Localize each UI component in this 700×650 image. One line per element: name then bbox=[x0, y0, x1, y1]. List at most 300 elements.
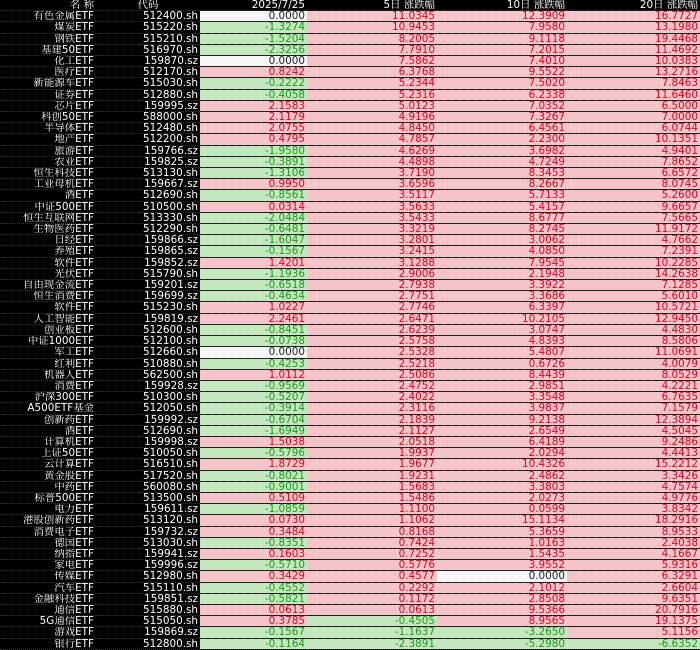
table-row[interactable] bbox=[0, 134, 700, 145]
table-row[interactable] bbox=[0, 190, 700, 201]
table-row[interactable] bbox=[0, 425, 700, 436]
etf-name-cell: 游戏ETF bbox=[0, 627, 96, 638]
20day-change-cell: 10.2285 bbox=[567, 257, 700, 268]
table-row[interactable] bbox=[0, 33, 700, 44]
10day-change-cell: 6.2338 bbox=[437, 89, 567, 100]
20day-change-cell: 5.1156 bbox=[567, 627, 700, 638]
table-row[interactable] bbox=[0, 616, 700, 627]
20day-change-cell: 18.2916 bbox=[567, 515, 700, 526]
5day-change-cell: 10.9453 bbox=[307, 22, 437, 33]
day-change-cell: -0.6481 bbox=[200, 224, 307, 235]
day-change-cell: 0.8242 bbox=[200, 67, 307, 78]
etf-code-cell: 159851.sz bbox=[96, 593, 200, 604]
table-row[interactable] bbox=[0, 145, 700, 156]
day-change-cell: 0.3785 bbox=[200, 616, 307, 627]
5day-change-cell: -2.3891 bbox=[307, 638, 437, 649]
5day-change-cell: 2.0518 bbox=[307, 436, 437, 447]
etf-code-cell: 159992.sz bbox=[96, 414, 200, 425]
day-change-cell: 2.1583 bbox=[200, 100, 307, 111]
etf-name-cell: 恒生互联网ETF bbox=[0, 212, 96, 223]
table-row[interactable] bbox=[0, 515, 700, 526]
etf-code-cell: 513030.sh bbox=[96, 537, 200, 548]
20day-change-cell: 20.7916 bbox=[567, 604, 700, 615]
col-header-name[interactable]: 名 称 bbox=[0, 0, 96, 11]
etf-name-cell: 新能源车ETF bbox=[0, 78, 96, 89]
etf-name-cell: 软件ETF bbox=[0, 257, 96, 268]
5day-change-cell: 0.7424 bbox=[307, 537, 437, 548]
etf-name-cell: 红利ETF bbox=[0, 358, 96, 369]
day-change-cell: -0.8021 bbox=[200, 470, 307, 481]
etf-name-cell: 中证1000ETF bbox=[0, 336, 96, 347]
etf-name-cell: 证券ETF bbox=[0, 89, 96, 100]
5day-change-cell: 2.4752 bbox=[307, 380, 437, 391]
table-row[interactable] bbox=[0, 627, 700, 638]
5day-change-cell: 1.1100 bbox=[307, 504, 437, 515]
20day-change-cell: 7.1285 bbox=[567, 280, 700, 291]
5day-change-cell: 2.4022 bbox=[307, 392, 437, 403]
5day-change-cell: 1.9231 bbox=[307, 470, 437, 481]
10day-change-cell: 9.2138 bbox=[437, 414, 567, 425]
table-row[interactable] bbox=[0, 324, 700, 335]
table-row[interactable] bbox=[0, 201, 700, 212]
table-row[interactable] bbox=[0, 380, 700, 391]
20day-change-cell: 9.2486 bbox=[567, 436, 700, 447]
5day-change-cell: 0.8168 bbox=[307, 526, 437, 537]
20day-change-cell: 11.6460 bbox=[567, 89, 700, 100]
etf-code-cell: 159667.sz bbox=[96, 179, 200, 190]
etf-name-cell: 光伏ETF bbox=[0, 268, 96, 279]
10day-change-cell: 15.1134 bbox=[437, 515, 567, 526]
etf-name-cell: 机器人ETF bbox=[0, 369, 96, 380]
day-change-cell: -0.9001 bbox=[200, 481, 307, 492]
day-change-cell: 0.3429 bbox=[200, 571, 307, 582]
10day-change-cell: 9.5366 bbox=[437, 604, 567, 615]
5day-change-cell: 6.3768 bbox=[307, 67, 437, 78]
10day-change-cell: -5.2980 bbox=[437, 638, 567, 649]
day-change-cell: 2.0755 bbox=[200, 123, 307, 134]
col-header-day-change[interactable]: 2025/7/25 bbox=[200, 0, 307, 11]
20day-change-cell: 11.4692 bbox=[567, 44, 700, 55]
etf-code-cell: 512980.sh bbox=[96, 571, 200, 582]
etf-name-cell: 创新药ETF bbox=[0, 414, 96, 425]
10day-change-cell: 2.1012 bbox=[437, 582, 567, 593]
etf-code-cell: 515790.sh bbox=[96, 268, 200, 279]
20day-change-cell: 11.9172 bbox=[567, 224, 700, 235]
etf-name-cell: 恒生科技ETF bbox=[0, 168, 96, 179]
5day-change-cell: 1.5683 bbox=[307, 481, 437, 492]
5day-change-cell: 2.1839 bbox=[307, 414, 437, 425]
5day-change-cell: 0.1172 bbox=[307, 593, 437, 604]
5day-change-cell: 4.8450 bbox=[307, 123, 437, 134]
10day-change-cell: 3.3548 bbox=[437, 392, 567, 403]
table-row[interactable] bbox=[0, 224, 700, 235]
table-row[interactable] bbox=[0, 156, 700, 167]
table-row[interactable] bbox=[0, 414, 700, 425]
5day-change-cell: 7.7910 bbox=[307, 44, 437, 55]
10day-change-cell: 2.8508 bbox=[437, 593, 567, 604]
20day-change-cell: 19.4468 bbox=[567, 33, 700, 44]
day-change-cell: -2.3256 bbox=[200, 44, 307, 55]
20day-change-cell: 4.1667 bbox=[567, 548, 700, 559]
20day-change-cell: 6.0744 bbox=[567, 123, 700, 134]
etf-code-cell: 513500.sh bbox=[96, 492, 200, 503]
etf-name-cell: 酒ETF bbox=[0, 425, 96, 436]
20day-change-cell: 14.2638 bbox=[567, 268, 700, 279]
20day-change-cell: 6.3291 bbox=[567, 571, 700, 582]
day-change-cell: -0.1164 bbox=[200, 638, 307, 649]
table-row[interactable] bbox=[0, 44, 700, 55]
5day-change-cell: -1.1637 bbox=[307, 627, 437, 638]
etf-name-cell: 云计算ETF bbox=[0, 459, 96, 470]
table-row[interactable] bbox=[0, 392, 700, 403]
20day-change-cell: 3.8342 bbox=[567, 504, 700, 515]
20day-change-cell: 15.2212 bbox=[567, 459, 700, 470]
etf-name-cell: 旅游ETF bbox=[0, 145, 96, 156]
table-row[interactable] bbox=[0, 638, 700, 649]
day-change-cell: 1.4201 bbox=[200, 257, 307, 268]
10day-change-cell: 8.9565 bbox=[437, 616, 567, 627]
5day-change-cell: 0.5776 bbox=[307, 560, 437, 571]
day-change-cell: -1.9580 bbox=[200, 145, 307, 156]
etf-name-cell: 德国ETF bbox=[0, 537, 96, 548]
20day-change-cell: 8.0745 bbox=[567, 179, 700, 190]
5day-change-cell: 1.9677 bbox=[307, 459, 437, 470]
etf-code-cell: 515230.sh bbox=[96, 302, 200, 313]
10day-change-cell: 3.3922 bbox=[437, 280, 567, 291]
table-row[interactable] bbox=[0, 291, 700, 302]
10day-change-cell: 0.6726 bbox=[437, 358, 567, 369]
col-header-10day-change[interactable]: 10日 涨跌幅 bbox=[437, 0, 567, 11]
etf-name-cell: 创业板ETF bbox=[0, 324, 96, 335]
table-row[interactable] bbox=[0, 100, 700, 111]
table-row[interactable] bbox=[0, 571, 700, 582]
10day-change-cell: -3.2650 bbox=[437, 627, 567, 638]
10day-change-cell: 7.9545 bbox=[437, 257, 567, 268]
5day-change-cell: 2.1127 bbox=[307, 425, 437, 436]
day-change-cell: -0.1567 bbox=[200, 246, 307, 257]
table-row[interactable] bbox=[0, 582, 700, 593]
day-change-cell: -0.8561 bbox=[200, 190, 307, 201]
etf-code-cell: 512290.sh bbox=[96, 224, 200, 235]
10day-change-cell: 4.0850 bbox=[437, 246, 567, 257]
etf-name-cell: A500ETF基金 bbox=[0, 403, 96, 414]
etf-code-cell: 159201.sz bbox=[96, 280, 200, 291]
day-change-cell: -1.3106 bbox=[200, 168, 307, 179]
etf-name-cell: 标普500ETF bbox=[0, 492, 96, 503]
10day-change-cell: 3.6982 bbox=[437, 145, 567, 156]
10day-change-cell: 8.2745 bbox=[437, 224, 567, 235]
etf-code-cell: 516970.sh bbox=[96, 44, 200, 55]
table-row[interactable] bbox=[0, 436, 700, 447]
etf-code-cell: 513330.sh bbox=[96, 212, 200, 223]
10day-change-cell: 7.0352 bbox=[437, 100, 567, 111]
header-row bbox=[0, 0, 700, 11]
table-row[interactable] bbox=[0, 313, 700, 324]
day-change-cell: 0.3484 bbox=[200, 526, 307, 537]
10day-change-cell: 7.4010 bbox=[437, 56, 567, 67]
table-row[interactable] bbox=[0, 448, 700, 459]
etf-code-cell: 513120.sh bbox=[96, 515, 200, 526]
5day-change-cell: 4.4898 bbox=[307, 156, 437, 167]
day-change-cell: -2.0484 bbox=[200, 212, 307, 223]
20day-change-cell: 4.2221 bbox=[567, 380, 700, 391]
day-change-cell: 1.0227 bbox=[200, 302, 307, 313]
etf-code-cell: 510300.sh bbox=[96, 392, 200, 403]
table-row[interactable] bbox=[0, 492, 700, 503]
col-header-code[interactable]: 代码 bbox=[96, 0, 200, 11]
table-row[interactable] bbox=[0, 280, 700, 291]
table-row[interactable] bbox=[0, 369, 700, 380]
table-row[interactable] bbox=[0, 246, 700, 257]
table-row[interactable] bbox=[0, 604, 700, 615]
table-row[interactable] bbox=[0, 336, 700, 347]
day-change-cell: -1.6047 bbox=[200, 235, 307, 246]
day-change-cell: -0.6518 bbox=[200, 280, 307, 291]
etf-code-cell: 560080.sh bbox=[96, 481, 200, 492]
10day-change-cell: 8.4439 bbox=[437, 369, 567, 380]
10day-change-cell: 3.3686 bbox=[437, 291, 567, 302]
etf-code-cell: 159819.sz bbox=[96, 313, 200, 324]
table-row[interactable] bbox=[0, 526, 700, 537]
etf-name-cell: 汽车ETF bbox=[0, 582, 96, 593]
etf-code-cell: 159766.sz bbox=[96, 145, 200, 156]
etf-name-cell: 港股创新药ETF bbox=[0, 515, 96, 526]
day-change-cell: 0.0000 bbox=[200, 11, 307, 22]
day-change-cell: 0.0000 bbox=[200, 347, 307, 358]
etf-code-cell: 516510.sh bbox=[96, 459, 200, 470]
etf-code-cell: 513130.sh bbox=[96, 168, 200, 179]
5day-change-cell: 2.7938 bbox=[307, 280, 437, 291]
table-row[interactable] bbox=[0, 403, 700, 414]
20day-change-cell: 4.4830 bbox=[567, 324, 700, 335]
etf-name-cell: 军工ETF bbox=[0, 347, 96, 358]
etf-code-cell: 515050.sh bbox=[96, 616, 200, 627]
day-change-cell: -1.6949 bbox=[200, 425, 307, 436]
day-change-cell: -1.5204 bbox=[200, 33, 307, 44]
5day-change-cell: 4.9196 bbox=[307, 112, 437, 123]
table-row[interactable] bbox=[0, 560, 700, 571]
etf-code-cell: 515110.sh bbox=[96, 582, 200, 593]
day-change-cell: -1.3274 bbox=[200, 22, 307, 33]
table-row[interactable] bbox=[0, 537, 700, 548]
5day-change-cell: 1.9937 bbox=[307, 448, 437, 459]
20day-change-cell: 5.6010 bbox=[567, 291, 700, 302]
etf-name-cell: 中药ETF bbox=[0, 481, 96, 492]
etf-name-cell: 半导体ETF bbox=[0, 123, 96, 134]
10day-change-cell: 0.0599 bbox=[437, 504, 567, 515]
table-row[interactable] bbox=[0, 112, 700, 123]
table-row[interactable] bbox=[0, 593, 700, 604]
20day-change-cell: 16.7727 bbox=[567, 11, 700, 22]
5day-change-cell: 5.2344 bbox=[307, 78, 437, 89]
20day-change-cell: 5.9316 bbox=[567, 560, 700, 571]
20day-change-cell: 8.5806 bbox=[567, 336, 700, 347]
etf-code-cell: 517520.sh bbox=[96, 470, 200, 481]
10day-change-cell: 1.5435 bbox=[437, 548, 567, 559]
5day-change-cell: 0.2292 bbox=[307, 582, 437, 593]
day-change-cell: 0.0613 bbox=[200, 604, 307, 615]
table-row[interactable] bbox=[0, 89, 700, 100]
day-change-cell: -0.5796 bbox=[200, 448, 307, 459]
etf-code-cell: 512480.sh bbox=[96, 123, 200, 134]
10day-change-cell: 3.0747 bbox=[437, 324, 567, 335]
day-change-cell: 0.4795 bbox=[200, 134, 307, 145]
etf-code-cell: 515030.sh bbox=[96, 78, 200, 89]
5day-change-cell: 5.0123 bbox=[307, 100, 437, 111]
10day-change-cell: 7.5020 bbox=[437, 78, 567, 89]
5day-change-cell: 5.2316 bbox=[307, 89, 437, 100]
20day-change-cell: 19.1375 bbox=[567, 616, 700, 627]
etf-code-cell: 510050.sh bbox=[96, 448, 200, 459]
day-change-cell: -0.3914 bbox=[200, 403, 307, 414]
20day-change-cell: 9.6657 bbox=[567, 201, 700, 212]
col-header-5day-change[interactable]: 5日 涨跌幅 bbox=[307, 0, 437, 11]
day-change-cell: 0.0000 bbox=[200, 56, 307, 67]
10day-change-cell: 2.9851 bbox=[437, 380, 567, 391]
etf-name-cell: 传媒ETF bbox=[0, 571, 96, 582]
table-row[interactable] bbox=[0, 257, 700, 268]
20day-change-cell: 6.7635 bbox=[567, 392, 700, 403]
5day-change-cell: 3.2801 bbox=[307, 235, 437, 246]
day-change-cell: -0.3891 bbox=[200, 156, 307, 167]
etf-name-cell: 医疗ETF bbox=[0, 67, 96, 78]
5day-change-cell: 3.5117 bbox=[307, 190, 437, 201]
5day-change-cell: 0.7252 bbox=[307, 548, 437, 559]
10day-change-cell: 10.2105 bbox=[437, 313, 567, 324]
etf-code-cell: 512400.sh bbox=[96, 11, 200, 22]
etf-code-cell: 512600.sh bbox=[96, 324, 200, 335]
table-row[interactable] bbox=[0, 481, 700, 492]
table-row[interactable] bbox=[0, 22, 700, 33]
etf-code-cell: 159996.sz bbox=[96, 560, 200, 571]
table-row[interactable] bbox=[0, 56, 700, 67]
day-change-cell: -0.5821 bbox=[200, 593, 307, 604]
20day-change-cell: 12.9450 bbox=[567, 313, 700, 324]
table-body bbox=[0, 11, 700, 650]
table-row[interactable] bbox=[0, 268, 700, 279]
20day-change-cell: 4.4413 bbox=[567, 448, 700, 459]
day-change-cell: 0.0314 bbox=[200, 201, 307, 212]
10day-change-cell: 2.4862 bbox=[437, 470, 567, 481]
table-row[interactable] bbox=[0, 212, 700, 223]
10day-change-cell: 9.5522 bbox=[437, 67, 567, 78]
day-change-cell: -0.8351 bbox=[200, 537, 307, 548]
day-change-cell: -0.1567 bbox=[200, 627, 307, 638]
day-change-cell: -0.0738 bbox=[200, 336, 307, 347]
5day-change-cell: 2.7746 bbox=[307, 302, 437, 313]
table-row[interactable] bbox=[0, 302, 700, 313]
table-row[interactable] bbox=[0, 123, 700, 134]
etf-name-cell: 自由现金流ETF bbox=[0, 280, 96, 291]
day-change-cell: -0.4253 bbox=[200, 358, 307, 369]
5day-change-cell: 2.3116 bbox=[307, 403, 437, 414]
table-row[interactable] bbox=[0, 11, 700, 22]
etf-code-cell: 512880.sh bbox=[96, 89, 200, 100]
20day-change-cell: 2.6604 bbox=[567, 582, 700, 593]
10day-change-cell: 6.3397 bbox=[437, 302, 567, 313]
20day-change-cell: 4.7662 bbox=[567, 235, 700, 246]
etf-code-cell: 159611.sz bbox=[96, 504, 200, 515]
etf-code-cell: 510500.sh bbox=[96, 201, 200, 212]
day-change-cell: 0.1603 bbox=[200, 548, 307, 559]
day-change-cell: -0.8451 bbox=[200, 324, 307, 335]
20day-change-cell: 10.5721 bbox=[567, 302, 700, 313]
etf-name-cell: 中证500ETF bbox=[0, 201, 96, 212]
5day-change-cell: 2.5328 bbox=[307, 347, 437, 358]
etf-code-cell: 512660.sh bbox=[96, 347, 200, 358]
etf-code-cell: 588000.sh bbox=[96, 112, 200, 123]
etf-name-cell: 上证50ETF bbox=[0, 448, 96, 459]
5day-change-cell: 7.5862 bbox=[307, 56, 437, 67]
table-row[interactable] bbox=[0, 358, 700, 369]
table-row[interactable] bbox=[0, 347, 700, 358]
10day-change-cell: 4.7249 bbox=[437, 156, 567, 167]
col-header-20day-change[interactable]: 20日 涨跌幅 bbox=[567, 0, 700, 11]
20day-change-cell: 11.0691 bbox=[567, 347, 700, 358]
10day-change-cell: 2.0273 bbox=[437, 492, 567, 503]
day-change-cell: -0.4634 bbox=[200, 291, 307, 302]
10day-change-cell: 3.3803 bbox=[437, 481, 567, 492]
etf-code-cell: 159995.sz bbox=[96, 100, 200, 111]
day-change-cell: 1.0112 bbox=[200, 369, 307, 380]
5day-change-cell: 3.1288 bbox=[307, 257, 437, 268]
10day-change-cell: 7.2015 bbox=[437, 44, 567, 55]
table-row[interactable] bbox=[0, 168, 700, 179]
day-change-cell: -0.5710 bbox=[200, 560, 307, 571]
10day-change-cell: 2.0294 bbox=[437, 448, 567, 459]
table-row[interactable] bbox=[0, 548, 700, 559]
20day-change-cell: 7.5665 bbox=[567, 212, 700, 223]
10day-change-cell: 5.4807 bbox=[437, 347, 567, 358]
20day-change-cell: -6.6352 bbox=[567, 638, 700, 649]
etf-name-cell: 钢铁ETF bbox=[0, 33, 96, 44]
etf-code-cell: 159865.sz bbox=[96, 246, 200, 257]
etf-code-cell: 159928.sz bbox=[96, 380, 200, 391]
5day-change-cell: 2.6471 bbox=[307, 313, 437, 324]
20day-change-cell: 7.8463 bbox=[567, 78, 700, 89]
table-row[interactable] bbox=[0, 470, 700, 481]
10day-change-cell: 2.1948 bbox=[437, 268, 567, 279]
table-row[interactable] bbox=[0, 179, 700, 190]
day-change-cell: -1.0859 bbox=[200, 504, 307, 515]
etf-name-cell: 农业ETF bbox=[0, 156, 96, 167]
day-change-cell: -0.9569 bbox=[200, 380, 307, 391]
20day-change-cell: 8.0529 bbox=[567, 369, 700, 380]
table-row[interactable] bbox=[0, 67, 700, 78]
table-row[interactable] bbox=[0, 235, 700, 246]
table-row[interactable] bbox=[0, 78, 700, 89]
10day-change-cell: 3.0062 bbox=[437, 235, 567, 246]
5day-change-cell: 0.0613 bbox=[307, 604, 437, 615]
etf-name-cell: 金融科技ETF bbox=[0, 593, 96, 604]
day-change-cell: 1.5038 bbox=[200, 436, 307, 447]
etf-name-cell: 消费电子ETF bbox=[0, 526, 96, 537]
5day-change-cell: 3.5433 bbox=[307, 212, 437, 223]
etf-code-cell: 159732.sz bbox=[96, 526, 200, 537]
table-row[interactable] bbox=[0, 504, 700, 515]
etf-name-cell: 养殖ETF bbox=[0, 246, 96, 257]
etf-code-cell: 159699.sz bbox=[96, 291, 200, 302]
etf-name-cell: 煤炭ETF bbox=[0, 22, 96, 33]
5day-change-cell: 2.5086 bbox=[307, 369, 437, 380]
table-row[interactable] bbox=[0, 459, 700, 470]
etf-name-cell: 地产ETF bbox=[0, 134, 96, 145]
etf-name-cell: 化工ETF bbox=[0, 56, 96, 67]
10day-change-cell: 2.6549 bbox=[437, 425, 567, 436]
20day-change-cell: 7.1579 bbox=[567, 403, 700, 414]
20day-change-cell: 2.4038 bbox=[567, 537, 700, 548]
5day-change-cell: 4.7857 bbox=[307, 134, 437, 145]
